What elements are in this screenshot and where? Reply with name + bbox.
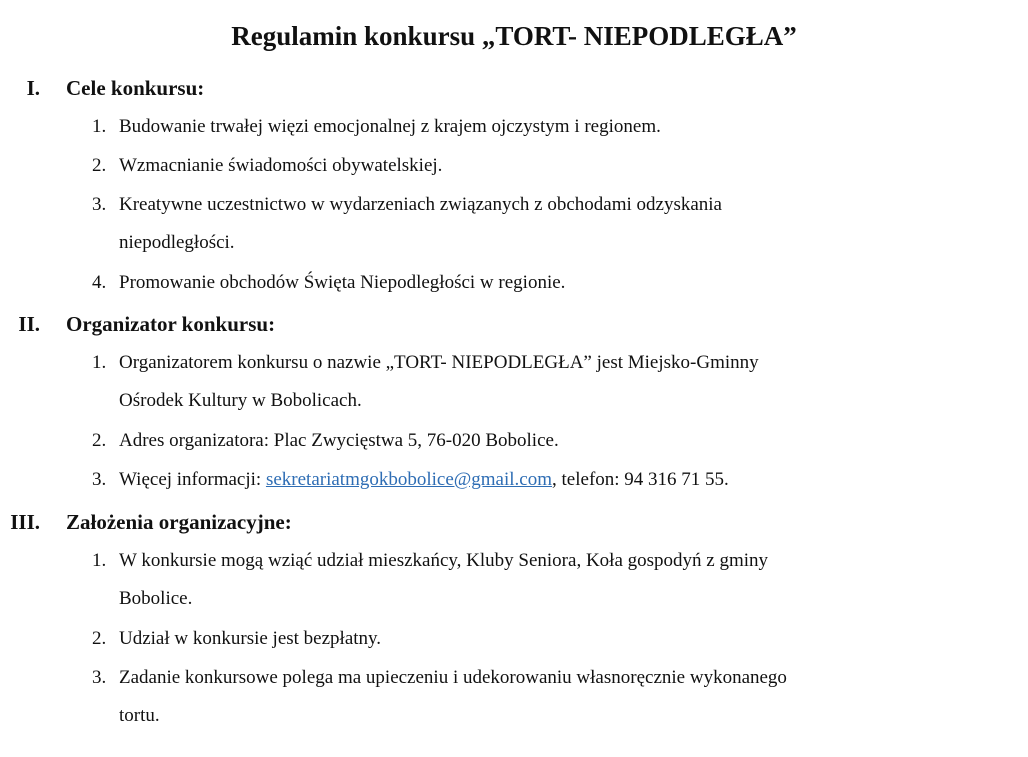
item-number: 2. [92,628,107,649]
item-number: 1. [92,352,107,373]
item-line: W konkursie mogą wziąć udział mieszkańcy, Kluby Seniora, Koła gospodyń z gminy [119,550,769,571]
item-number: 3. [92,667,107,688]
item-number: 1. [92,116,107,137]
item-line: tortu. [119,705,160,726]
item-text [119,264,979,302]
item-number: 1. [92,550,107,571]
item-line: Kreatywne uczestnictwo w wydarzeniach związanych z obchodami odzyskania [119,194,722,215]
section-heading: Cele konkursu: [66,76,205,100]
item-number: 3. [92,194,107,215]
email-link[interactable]: sekretariatmgokbobolice@gmail.com [265,469,553,490]
item-line: Wzmacnianie świadomości obywatelskiej. [119,155,443,176]
item-number: 4. [92,272,107,293]
section-heading: Organizator konkursu: [66,312,276,336]
item-line: Promowanie obchodów Święta Niepodległości w regionie. [119,272,566,293]
item-text [119,542,979,618]
item-number: 2. [92,430,107,451]
info-suffix: , telefon: 94 316 71 55. [552,469,729,490]
item-text [119,186,979,262]
section-number: III. [10,510,40,534]
section-assumptions [0,502,1028,542]
item-text [119,461,979,499]
item-line: Ośrodek Kultury w Bobolicach. [119,390,362,411]
item-text [119,147,979,185]
info-prefix: Więcej informacji: [119,469,266,490]
item-line: Organizatorem konkursu o nazwie „TORT- NIEPODLEGŁA” jest Miejsko-Gminny [119,352,759,373]
section-organizer [0,304,1028,344]
item-number: 3. [92,469,107,490]
section-heading: Założenia organizacyjne: [66,510,292,534]
item-line [119,461,979,499]
item-text [119,422,979,460]
item-line: Zadanie konkursowe polega ma upieczeniu i udekorowaniu własnoręcznie wykonanego [119,667,787,688]
item-line: Bobolice. [119,588,193,609]
section-number: II. [18,312,40,336]
item-line: Budowanie trwałej więzi emocjonalnej z krajem ojczystym i regionem. [119,116,661,137]
document-title: Regulamin konkursu „TORT- NIEPODLEGŁA” [231,21,797,51]
section-goals [0,68,1028,108]
item-line: niepodległości. [119,232,235,253]
item-text [119,659,979,735]
section-number: I. [26,76,40,100]
item-text [119,108,979,146]
item-text [119,620,979,658]
item-line: Udział w konkursie jest bezpłatny. [119,628,382,649]
item-text [119,344,979,420]
item-line: Adres organizatora: Plac Zwycięstwa 5, 76-020 Bobolice. [119,430,559,451]
item-number: 2. [92,155,107,176]
